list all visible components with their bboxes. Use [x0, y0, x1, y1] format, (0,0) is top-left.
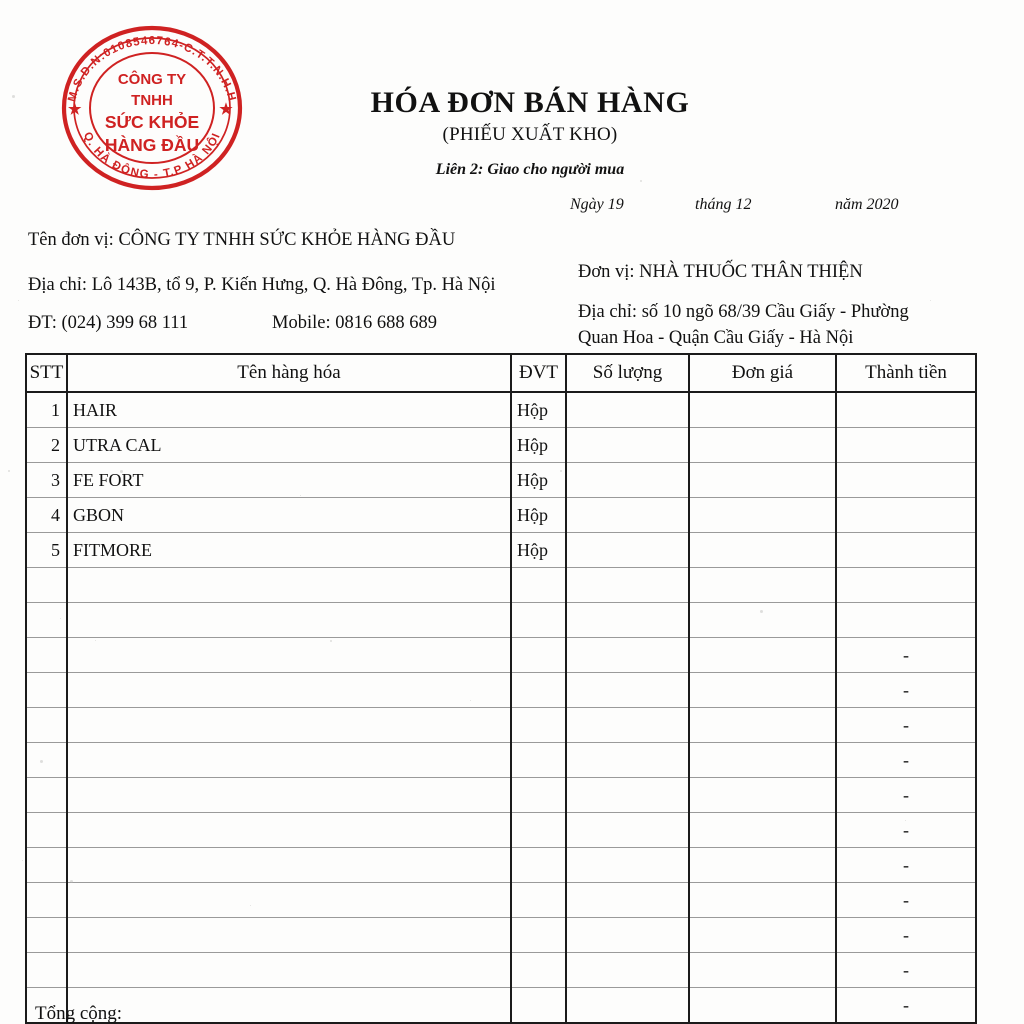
cell-stt: [26, 603, 67, 638]
cell-qty: [566, 498, 689, 533]
cell-qty: [566, 918, 689, 953]
cell-name: [67, 848, 511, 883]
cell-amount: -: [836, 813, 976, 848]
table-row: [26, 428, 976, 463]
buyer-address-line1: Địa chỉ: số 10 ngõ 68/39 Cầu Giấy - Phường: [578, 302, 909, 322]
cell-stt: 5: [26, 533, 67, 568]
cell-qty: [566, 638, 689, 673]
cell-name: UTRA CAL: [67, 428, 511, 463]
cell-price: [689, 428, 836, 463]
seller-mobile: Mobile: 0816 688 689: [272, 313, 437, 333]
stamp-star-right: ★: [219, 101, 233, 118]
cell-name: [67, 638, 511, 673]
cell-unit: [511, 708, 566, 743]
cell-amount: -: [836, 953, 976, 988]
scan-speckle: [22, 860, 23, 861]
cell-name: [67, 918, 511, 953]
cell-qty: [566, 392, 689, 428]
cell-unit: [511, 743, 566, 778]
cell-price: [689, 392, 836, 428]
column-header-name: Tên hàng hóa: [67, 354, 511, 392]
cell-unit: [511, 918, 566, 953]
seller-phone: ĐT: (024) 399 68 111: [28, 313, 189, 333]
cell-name: [67, 883, 511, 918]
page-title: HÓA ĐƠN BÁN HÀNG: [370, 86, 690, 119]
table-row: [26, 498, 976, 533]
cell-stt: [26, 638, 67, 673]
cell-stt: [26, 673, 67, 708]
cell-price: [689, 568, 836, 603]
column-header-stt: STT: [26, 354, 67, 392]
cell-price: [689, 953, 836, 988]
cell-name: [67, 813, 511, 848]
cell-amount: -: [836, 708, 976, 743]
cell-stt: [26, 568, 67, 603]
seller-address: Địa chỉ: Lô 143B, tổ 9, P. Kiến Hưng, Q. Hà Đông, Tp. Hà Nội: [28, 275, 496, 295]
cell-stt: [26, 883, 67, 918]
cell-stt: [26, 778, 67, 813]
cell-stt: 2: [26, 428, 67, 463]
cell-price: [689, 813, 836, 848]
scan-speckle: [930, 300, 931, 301]
cell-unit: [511, 778, 566, 813]
issue-month: tháng 12: [695, 196, 752, 213]
cell-amount: [836, 498, 976, 533]
table-row: [26, 638, 976, 673]
cell-qty: [566, 708, 689, 743]
scan-speckle: [12, 95, 15, 98]
cell-stt: [26, 813, 67, 848]
copy-designation: Liên 2: Giao cho người mua: [435, 161, 625, 178]
cell-unit: [511, 848, 566, 883]
issue-year: năm 2020: [835, 196, 899, 213]
cell-name: [67, 568, 511, 603]
cell-stt: 1: [26, 392, 67, 428]
cell-unit: [511, 813, 566, 848]
column-header-amount: Thành tiền: [836, 354, 976, 392]
column-header-unit: ĐVT: [511, 354, 566, 392]
cell-stt: [26, 918, 67, 953]
cell-name: [67, 708, 511, 743]
cell-qty: [566, 533, 689, 568]
cell-amount: -: [836, 743, 976, 778]
cell-qty: [566, 813, 689, 848]
issue-day: Ngày 19: [570, 196, 624, 213]
cell-name: [67, 673, 511, 708]
cell-amount: -: [836, 883, 976, 918]
stamp-registration-text: M.S.D.N:0108546764-C.T.T.N.H.H: [66, 34, 238, 104]
stamp-star-left: ★: [68, 101, 82, 118]
cell-amount: -: [836, 778, 976, 813]
cell-amount: [836, 392, 976, 428]
cell-amount: [836, 428, 976, 463]
cell-amount: [836, 533, 976, 568]
cell-unit: [511, 673, 566, 708]
stamp-line-4: HÀNG ĐẦU: [104, 135, 200, 155]
cell-price: [689, 848, 836, 883]
cell-unit: Hộp: [511, 428, 566, 463]
seller-name: Tên đơn vị: CÔNG TY TNHH SỨC KHỎE HÀNG ĐẦU: [28, 230, 456, 250]
table-row: [26, 533, 976, 568]
table-row: [26, 708, 976, 743]
cell-stt: [26, 743, 67, 778]
cell-qty: [566, 848, 689, 883]
cell-stt: [26, 848, 67, 883]
cell-unit: [511, 953, 566, 988]
cell-price: [689, 463, 836, 498]
cell-unit: [511, 568, 566, 603]
cell-unit: Hộp: [511, 498, 566, 533]
cell-qty: [566, 428, 689, 463]
cell-stt: 4: [26, 498, 67, 533]
table-row: [26, 673, 976, 708]
cell-name: [67, 603, 511, 638]
cell-name: GBON: [67, 498, 511, 533]
scan-speckle: [8, 470, 10, 472]
cell-unit: [511, 883, 566, 918]
cell-name: [67, 953, 511, 988]
cell-name: [67, 743, 511, 778]
issue-date: [570, 196, 970, 214]
line-items-table: [25, 353, 977, 1024]
cell-amount: [836, 603, 976, 638]
cell-amount: [836, 463, 976, 498]
cell-name: FE FORT: [67, 463, 511, 498]
cell-name: FITMORE: [67, 533, 511, 568]
stamp-location-text: Q. HÀ ĐÔNG - T.P HÀ NỘI: [80, 130, 224, 182]
company-seal-stamp: [52, 22, 252, 194]
cell-unit: Hộp: [511, 463, 566, 498]
buyer-address-line2: Quan Hoa - Quận Cầu Giấy - Hà Nội: [578, 328, 854, 348]
cell-qty: [566, 568, 689, 603]
cell-qty: [566, 883, 689, 918]
cell-name: [67, 778, 511, 813]
cell-unit: Hộp: [511, 392, 566, 428]
stamp-line-2: TNHH: [131, 92, 173, 109]
cell-price: [689, 533, 836, 568]
cell-stt: [26, 708, 67, 743]
total-label: Tổng cộng:: [35, 1003, 123, 1024]
table-row: [26, 743, 976, 778]
table-row: [26, 953, 976, 988]
cell-qty: [566, 953, 689, 988]
stamp-line-1: CÔNG TY: [117, 71, 187, 88]
table-row: [26, 603, 976, 638]
cell-amount: -: [836, 918, 976, 953]
page-subtitle: (PHIẾU XUẤT KHO): [442, 124, 618, 145]
cell-qty: [566, 673, 689, 708]
cell-unit: Hộp: [511, 533, 566, 568]
cell-price: [689, 708, 836, 743]
table-header-row: [26, 354, 976, 392]
scan-speckle: [640, 180, 642, 182]
cell-stt: 3: [26, 463, 67, 498]
cell-amount: -: [836, 673, 976, 708]
cell-amount: -: [836, 988, 976, 1024]
cell-price: [689, 638, 836, 673]
table-row: [26, 778, 976, 813]
scan-speckle: [18, 300, 19, 301]
table-row: [26, 848, 976, 883]
table-body: [26, 392, 976, 1023]
cell-qty: [566, 603, 689, 638]
table-row: [26, 918, 976, 953]
cell-price: [689, 883, 836, 918]
column-header-price: Đơn giá: [689, 354, 836, 392]
cell-price: [689, 743, 836, 778]
stamp-line-3: SỨC KHỎE: [104, 112, 200, 132]
cell-price: [689, 498, 836, 533]
cell-amount: -: [836, 638, 976, 673]
cell-price: [689, 673, 836, 708]
cell-price: [689, 918, 836, 953]
table-row: [26, 392, 976, 428]
total-row: [25, 1003, 977, 1024]
column-header-qty: Số lượng: [566, 354, 689, 392]
cell-price: [689, 603, 836, 638]
cell-name: HAIR: [67, 392, 511, 428]
cell-stt: [26, 953, 67, 988]
cell-qty: [566, 743, 689, 778]
cell-qty: [566, 463, 689, 498]
buyer-name: Đơn vị: NHÀ THUỐC THÂN THIỆN: [578, 262, 863, 282]
cell-qty: [566, 778, 689, 813]
cell-amount: -: [836, 848, 976, 883]
table-row: [26, 813, 976, 848]
cell-price: [689, 778, 836, 813]
table-row: [26, 568, 976, 603]
table-row: [26, 883, 976, 918]
cell-unit: [511, 603, 566, 638]
cell-amount: [836, 568, 976, 603]
cell-unit: [511, 638, 566, 673]
table-row: [26, 463, 976, 498]
